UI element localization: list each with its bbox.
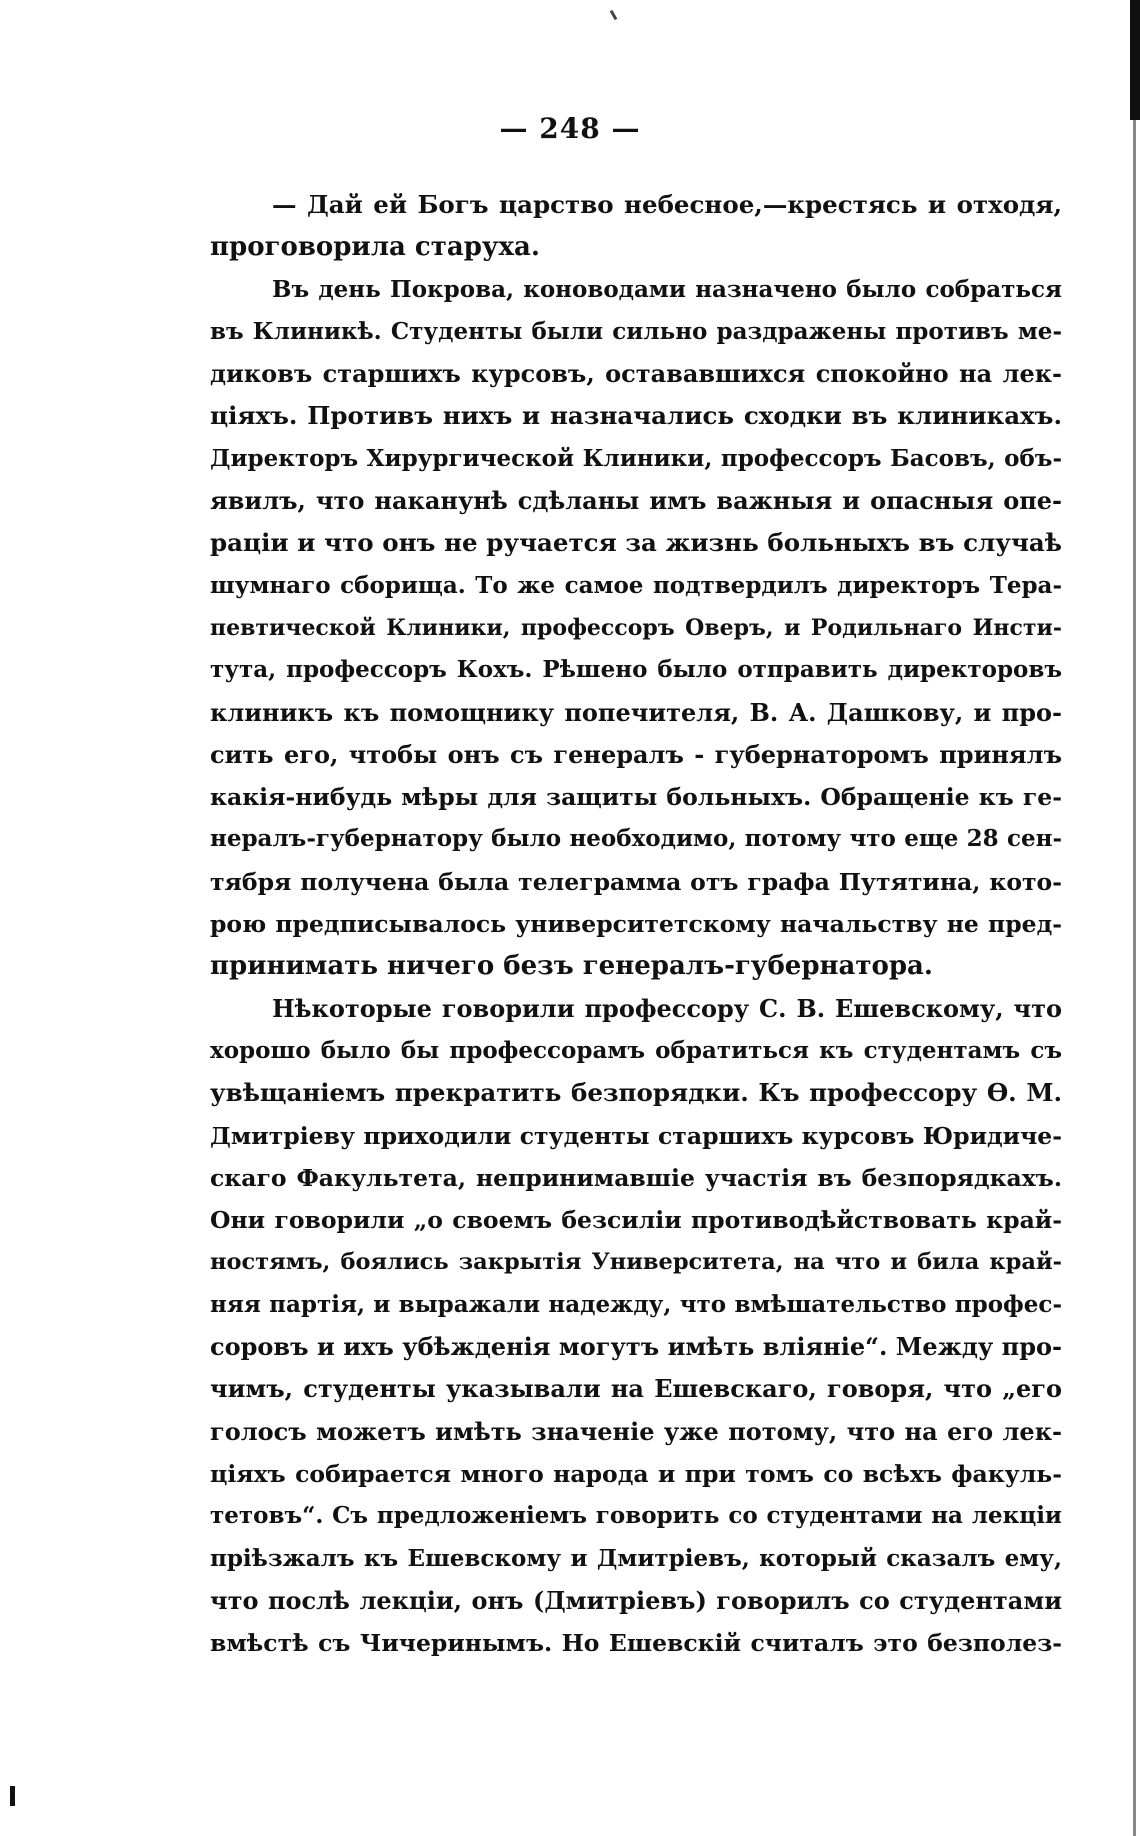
text-line: Директоръ Хирургической Клиники, профессоръ Басовъ, объ- xyxy=(210,444,1062,472)
text-line: ностямъ, боялись закрытія Университета, на что и била край- xyxy=(210,1249,1062,1276)
page-number: — 248 — xyxy=(499,112,641,145)
text-line: певтической Клиники, профессоръ Оверъ, и Родильнаго Инсти- xyxy=(210,614,1062,641)
text-line: проговорила старуха. xyxy=(210,232,540,263)
text-line: няя партія, и выражали надежду, что вмѣшательство профес- xyxy=(210,1290,1062,1318)
text-line: соровъ и ихъ убѣжденія могутъ имѣть вліяніе“. Между про- xyxy=(210,1332,1062,1362)
text-line: вмѣстѣ съ Чичеринымъ. Но Ешевскій считалъ это безполез- xyxy=(210,1629,1062,1658)
text-line: сить его, чтобы онъ съ генералъ - губернаторомъ принялъ xyxy=(210,739,1062,769)
text-line: хорошо было бы профессорамъ обратиться къ студентамъ съ xyxy=(210,1036,1062,1064)
text-line: клиникъ къ помощнику попечителя, В. А. Дашкову, и про- xyxy=(210,697,1062,727)
scan-speck xyxy=(610,10,618,20)
text-line: ціяхъ. Противъ нихъ и назначались сходки въ клиникахъ. xyxy=(210,401,1062,431)
page-edge-shadow xyxy=(1130,0,1140,120)
text-line: Въ день Покрова, коноводами назначено было собраться xyxy=(272,275,1062,303)
text-line: Дмитріеву приходили студенты старшихъ курсовъ Юридиче- xyxy=(210,1121,1062,1150)
text-line: тута, профессоръ Кохъ. Рѣшено было отправить директоровъ xyxy=(210,656,1062,684)
text-line: тетовъ“. Съ предложеніемъ говорить со студентами на лекціи xyxy=(210,1502,1062,1530)
text-line: принимать ничего безъ генералъ-губернатора. xyxy=(210,951,933,982)
text-line: Нѣкоторые говорили профессору С. В. Ешевскому, что xyxy=(272,993,1062,1023)
text-line: диковъ старшихъ курсовъ, остававшихся спокойно на лек- xyxy=(210,359,1062,389)
text-line: раціи и что онъ не ручается за жизнь больныхъ въ случаѣ xyxy=(210,528,1062,558)
text-line: — Дай ей Богъ царство небесное,—крестясь и отходя, xyxy=(272,190,1062,219)
text-line: что послѣ лекціи, онъ (Дмитріевъ) говорилъ со студентами xyxy=(210,1585,1062,1615)
text-line: увѣщаніемъ прекратить безпорядки. Къ профессору Ѳ. М. xyxy=(210,1078,1062,1108)
text-line: голосъ можетъ имѣть значеніе уже потому, что на его лек- xyxy=(210,1416,1062,1446)
text-line: скаго Факультета, непринимавшіе участія въ безпорядкахъ. xyxy=(210,1163,1062,1192)
body-text xyxy=(210,184,1062,1664)
text-line: рою предписывалось университетскому начальству не пред- xyxy=(210,910,1062,939)
text-line: тября получена была телеграмма отъ графа Путятина, кото- xyxy=(210,867,1062,896)
text-line: Они говорили „о своемъ безсиліи противодѣйствовать край- xyxy=(210,1206,1062,1235)
text-line: шумнаго сборища. То же самое подтвердилъ директоръ Тера- xyxy=(210,571,1062,599)
text-line: пріѣзжалъ къ Ешевскому и Дмитріевъ, который сказалъ ему, xyxy=(210,1544,1062,1572)
text-line: явилъ, что наканунѣ сдѣланы имъ важныя и опасныя опе- xyxy=(210,486,1062,516)
page-edge-line xyxy=(1133,120,1136,1836)
text-line: въ Клиникѣ. Студенты были сильно раздражены противъ ме- xyxy=(210,317,1062,345)
text-line: ціяхъ собирается много народа и при томъ со всѣхъ факуль- xyxy=(210,1459,1062,1488)
text-line: какія-нибудь мѣры для защиты больныхъ. Обращеніе къ ге- xyxy=(210,783,1062,812)
scan-speck xyxy=(10,1786,15,1806)
text-line: чимъ, студенты указывали на Ешевскаго, говоря, что „его xyxy=(210,1374,1062,1404)
text-line: нералъ-губернатору было необходимо, потому что еще 28 сен- xyxy=(210,825,1062,853)
